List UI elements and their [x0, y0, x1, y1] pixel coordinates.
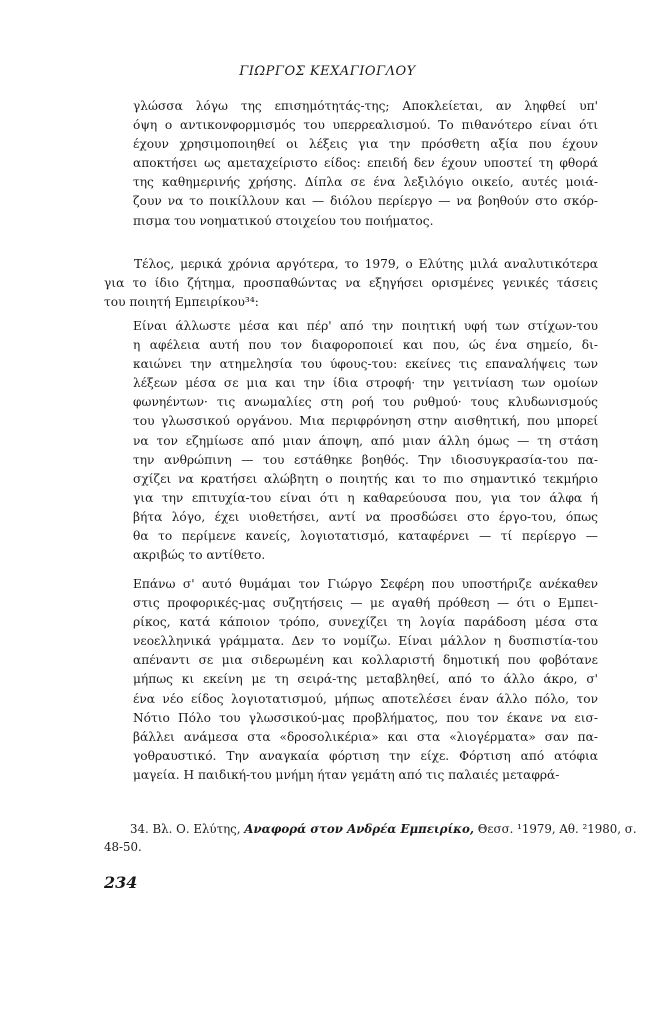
text-line: όψη ο αντικονφορμισμός του υπερρεαλισμού. Το πιθανότερο είναι ότι: [133, 118, 598, 133]
footnote-suffix: Θεσσ. ¹1979, Αθ. ²1980, σ.: [474, 822, 637, 836]
text-line: απέναντι σε μια σιδερωμένη και κολλαριστή δημοτική που φοβότανε: [133, 653, 598, 668]
paragraph-elytis-intro: [104, 255, 598, 312]
text-line: φωνηέντων· τις ανωμαλίες στη ροή του ρυθμού· τους κλυδωνισμούς: [133, 395, 598, 410]
text-line: γοθραυστικό. Την αναγκαία φόρτιση την είχε. Φόρτιση από ατόφια: [133, 748, 598, 763]
footnote-line-2: 48-50.: [104, 840, 142, 854]
text-line: ακριβώς το αντίθετο.: [133, 548, 266, 563]
text-line: λέξεων μέσα σε μια και την ίδια στροφή· την γειτνίαση των ομοίων: [133, 376, 598, 391]
text-line: του ποιητή Εμπειρίκου³⁴:: [104, 295, 259, 310]
text-line: Είναι άλλωστε μέσα και πέρ' από την ποιητική υφή των στίχων-του: [133, 319, 598, 333]
footnote-prefix: 34. Βλ. Ο. Ελύτης,: [130, 822, 245, 836]
text-line: ζουν να το ποικίλλουν και — διόλου περίεργο — να βοηθούν στο σκόρ-: [133, 194, 598, 209]
text-line: έχουν χρησιμοποιηθεί οι λέξεις για την πρόσθετη αξία που έχουν: [133, 137, 598, 152]
text-line: καιώνει την ατημελησία του ύφους-του: εκείνες τις επαναλήψεις των: [133, 357, 598, 372]
text-line: Νότιο Πόλο του γλωσσικού-μας προβλήματος, που τον έκανε να εισ-: [133, 710, 598, 725]
text-line: ρίκος, κατά κάποιον τρόπο, συνεχίζει τη λογία παράδοση μέσα στα: [133, 615, 598, 630]
text-line: νεοελληνικά γράμματα. Δεν το νομίζω. Είναι μάλλον η δυσπιστία-του: [133, 634, 598, 649]
text-line: πισμα του νοηματικού στοιχείου του ποιήματος.: [133, 213, 434, 228]
text-line: για το ίδιο ζήτημα, προσπαθώντας να εξηγήσει ορισμένες γενικές τάσεις: [104, 276, 598, 291]
footnote-title: Αναφορά στον Ανδρέα Εμπειρίκο,: [244, 822, 475, 836]
footnote: [104, 820, 637, 856]
text-line: μαγεία. Η παιδική-του μνήμη ήταν γεμάτη από τις παλαιές μεταφρά-: [133, 767, 560, 782]
block-quote-2: [133, 575, 598, 785]
text-line: της καθημερινής χρήσης. Δίπλα σε ένα λεξιλόγιο οικείο, αυτές μοιά-: [133, 175, 598, 190]
text-line: μήπως κι εκείνη με τη σειρά-της μεταβληθεί, από το άλλο άκρο, σ': [133, 672, 598, 687]
footnote-line-1: [104, 820, 637, 838]
text-line: Τέλος, μερικά χρόνια αργότερα, το 1979, ο Ελύτης μιλά αναλυτικότερα: [134, 257, 598, 271]
text-line: Επάνω σ' αυτό θυμάμαι τον Γιώργο Σεφέρη που υποστήριζε ανέκαθεν: [133, 577, 598, 591]
text-line: στις προφορικές-μας συζητήσεις — με αγαθή πρόθεση — ότι ο Εμπει-: [133, 596, 598, 611]
text-line: για την επιτυχία-του είναι ότι η καθαρεύουσα που, για τον άλφα ή: [133, 490, 598, 505]
text-line: βήτα λόγο, έχει υιοθετήσει, αντί να προσδώσει στο έργο-του, όπως: [133, 509, 598, 524]
text-line: θα το περίμενε κανείς, λογιοτατισμό, καταφέρνει — τί περίεργο —: [133, 529, 598, 544]
text-line: του γλωσσικού οργάνου. Μια περιφρόνηση στην αισθητική, που μπορεί: [133, 414, 598, 429]
text-line: βάλλει ανάμεσα στα «δροσολικέρια» και στα «λιογέρματα» σαν πα-: [133, 729, 598, 744]
text-line: την ανθρώπινη — του εστάθηκε βοηθός. Την ιδιοσυγκρασία-του πα-: [133, 452, 598, 467]
text-line: σχίζει να κρατήσει αλώβητη ο ποιητής και το πιο σημαντικό τεκμήριο: [133, 471, 598, 486]
text-line: γλώσσα λόγω της επισημότητάς-της; Αποκλείεται, αν ληφθεί υπ': [133, 99, 598, 113]
text-line: να τον εζημίωσε από μιαν άποψη, από μιαν άλλη όμως — τη στάση: [133, 433, 598, 448]
text-line: ένα νέο είδος λογιοτατισμού, μήπως αποτελέσει έναν άλλο πόλο, τον: [133, 691, 598, 706]
block-quote-1: [133, 317, 598, 565]
text-line: η αφέλεια αυτή που τον διαφοροποιεί και που, ώς ένα σημείο, δι-: [133, 338, 598, 353]
text-line: αποκτήσει ως αμεταχείριστο είδος: επειδή δεν έχουν υποστεί τη φθορά: [133, 156, 598, 171]
paragraph-continuation: [133, 97, 598, 231]
running-head: ΓΙΩΡΓΟΣ ΚΕΧΑΓΙΟΓΛΟΥ: [239, 64, 416, 79]
page-number: 234: [104, 873, 138, 892]
